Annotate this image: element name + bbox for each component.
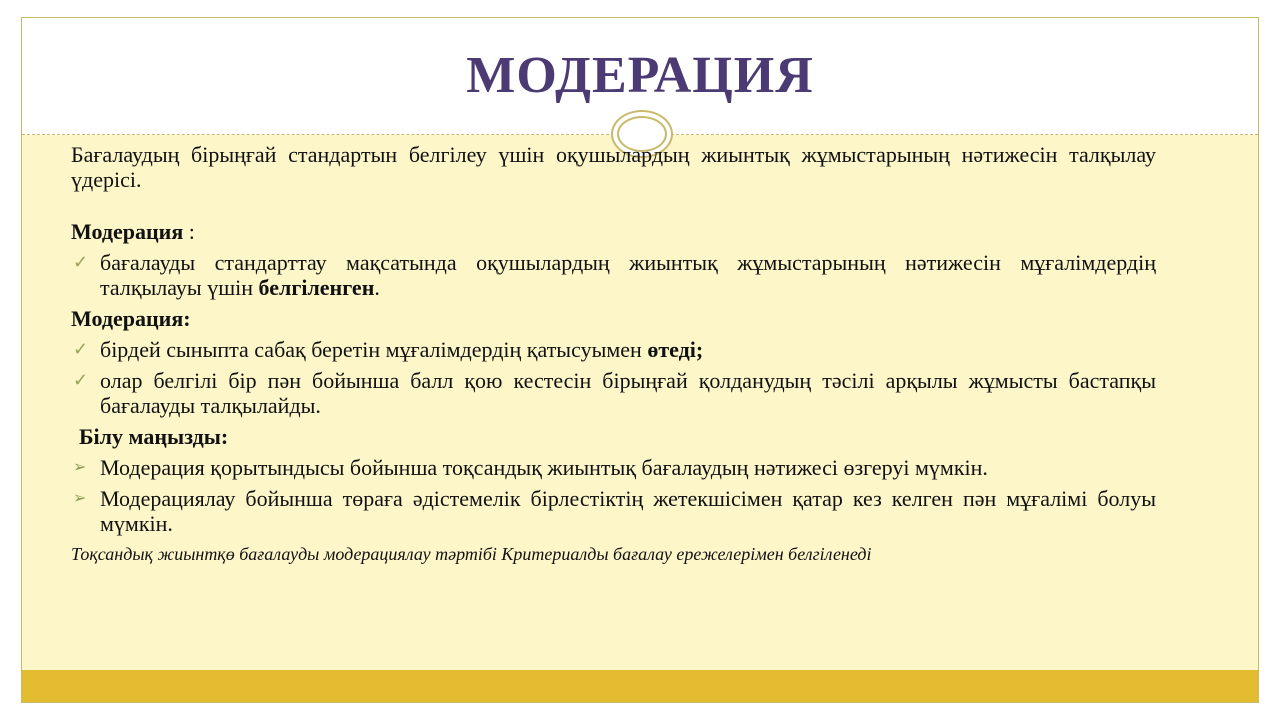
section2-heading: Модерация: <box>71 306 191 331</box>
footnote: Тоқсандық жиынтқө бағалауды модерациялау тәртібі Критериалды бағалау ережелерімен белгіленеді <box>71 544 872 564</box>
slide-content <box>71 142 1156 567</box>
section3-item2-text: Модерациялау бойынша төраға әдістемелік бірлестіктің жетекшісімен қатар кез келген пән мұғалімі болуы мүмкін. <box>100 486 1156 536</box>
section2-item-2 <box>71 368 1156 418</box>
section2-item1-bold: өтеді; <box>647 337 704 362</box>
section1-heading-colon: : <box>183 219 195 244</box>
section1-item-text: бағалауды стандарттау мақсатында оқушылардың жиынтық жұмыстарының нәтижесін мұғалімдердің талқылауы үшін <box>100 250 1156 300</box>
section2-item1-text: бірдей сыныпта сабақ беретін мұғалімдердің қатысуымен <box>100 337 648 362</box>
slide-title: МОДЕРАЦИЯ <box>466 47 814 104</box>
checkmark-icon: ✓ <box>73 370 89 390</box>
checkmark-icon: ✓ <box>73 339 89 359</box>
intro-paragraph: Бағалаудың бірыңғай стандартын белгілеу үшін оқушылардың жиынтық жұмыстарының нәтижесін талқылау үдерісі. <box>71 142 1156 192</box>
section1-item <box>71 250 1156 300</box>
checkmark-icon: ✓ <box>73 252 89 272</box>
section1-heading <box>71 219 1156 244</box>
section1-item-bold: белгіленген <box>258 275 375 300</box>
section2-item-1 <box>71 337 1156 362</box>
section3-heading: Білу маңызды: <box>79 424 229 449</box>
bottom-accent-bar <box>22 670 1258 702</box>
section1-item-end: . <box>374 275 380 300</box>
arrow-right-icon: ➢ <box>73 490 87 507</box>
arrow-right-icon: ➢ <box>73 459 87 476</box>
section3-item1-text: Модерация қорытындысы бойынша тоқсандық жиынтық бағалаудың нәтижесі өзгеруі мүмкін. <box>100 455 988 480</box>
section2-item2-text: олар белгілі бір пән бойынша балл қою кестесін бірыңғай қолданудың тәсілі арқылы жұмысты бастапқы бағалауды талқылайды. <box>100 368 1156 418</box>
section3-item-1 <box>71 455 1156 480</box>
section1-heading-text: Модерация <box>71 219 184 244</box>
section3-item-2 <box>71 486 1156 536</box>
